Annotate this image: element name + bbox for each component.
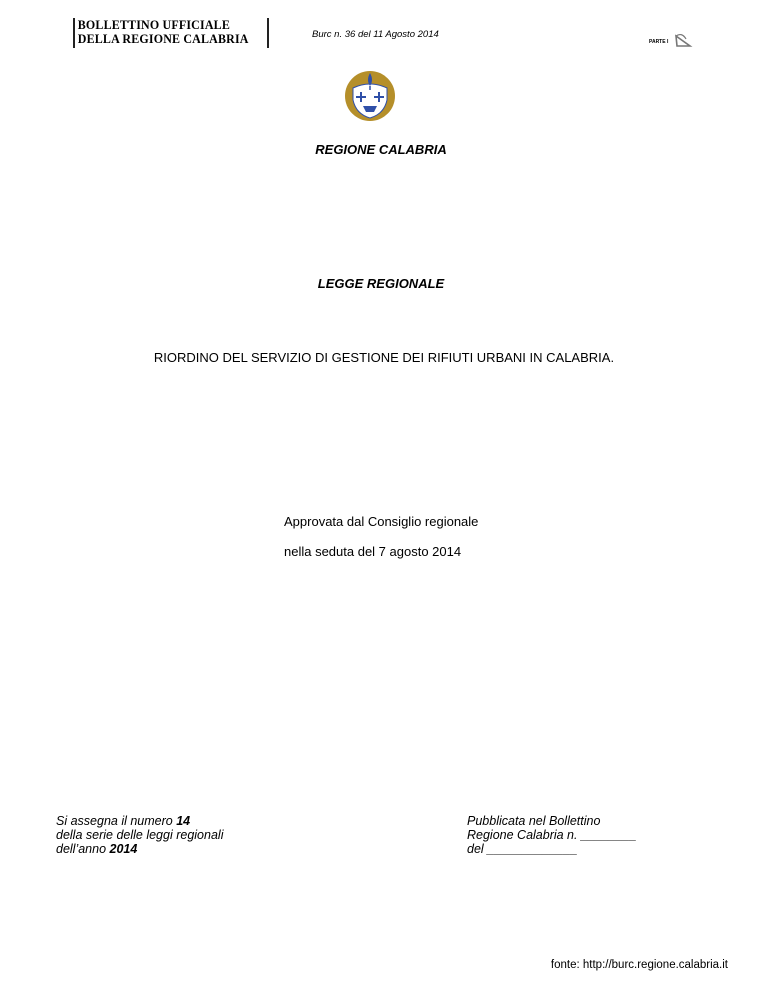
parte-curl-icon <box>673 33 693 49</box>
masthead-rule-right <box>267 18 269 48</box>
approval-line-2: nella seduta del 7 agosto 2014 <box>284 544 462 559</box>
publication-block <box>467 814 637 856</box>
law-number: 14 <box>176 814 191 828</box>
parte-label: PARTE I <box>649 39 669 45</box>
masthead-line-2: DELLA REGIONE CALABRIA <box>77 31 249 46</box>
burc-reference: Burc n. 36 del 11 Agosto 2014 <box>312 29 439 40</box>
approval-line-1: Approvata dal Consiglio regionale <box>284 514 479 529</box>
law-subject: RIORDINO DEL SERVIZIO DI GESTIONE DEI RIFIUTI URBANI IN CALABRIA. <box>153 350 615 365</box>
law-year: 2014 <box>109 842 138 856</box>
calabria-coat-of-arms-icon <box>344 70 396 122</box>
source-footer: fonte: http://burc.regione.calabria.it <box>550 959 728 971</box>
publication-line-2: Regione Calabria n. ________ <box>467 828 637 842</box>
publication-line-1: Pubblicata nel Bollettino <box>467 814 601 828</box>
assignment-line-1: Si assegna il numero 14 <box>56 814 191 828</box>
region-heading: REGIONE CALABRIA <box>315 142 447 157</box>
masthead-text <box>75 18 251 48</box>
masthead <box>73 18 269 48</box>
assignment-line-2: della serie delle leggi regionali <box>56 828 224 842</box>
masthead-line-1: BOLLETTINO UFFICIALE <box>77 17 230 32</box>
law-type-heading: LEGGE REGIONALE <box>317 276 445 291</box>
publication-line-3: del _____________ <box>467 842 578 856</box>
assignment-block <box>56 814 223 856</box>
assignment-line-3: dell’anno 2014 <box>56 842 138 856</box>
